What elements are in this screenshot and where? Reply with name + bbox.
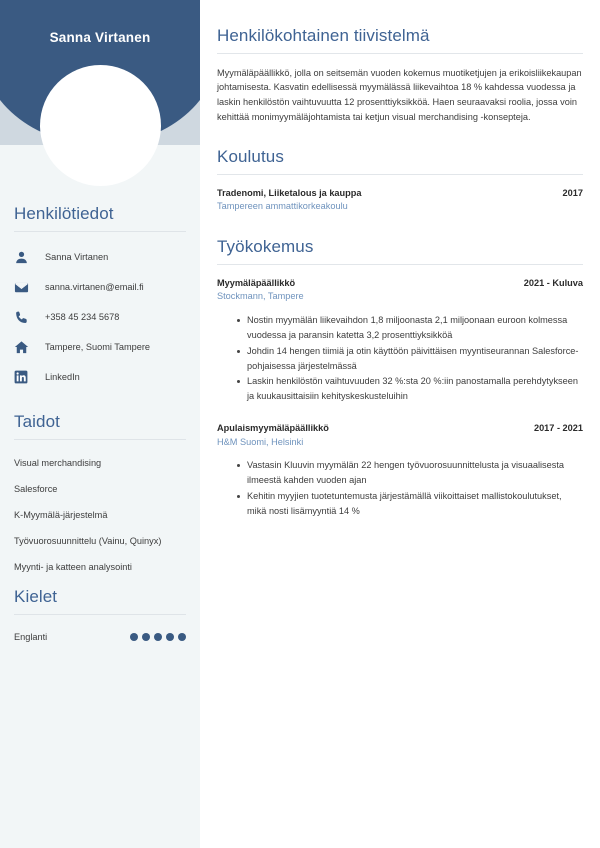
divider	[14, 439, 186, 440]
entry-header	[217, 422, 583, 434]
level-dot	[178, 633, 186, 641]
spacer	[217, 406, 583, 422]
list-item: Työvuorosuunnittelu (Vainu, Quinyx)	[14, 536, 162, 547]
entry-subtitle: H&M Suomi, Helsinki	[217, 436, 304, 447]
divider	[14, 231, 186, 232]
experience-entry	[217, 422, 583, 518]
entry-date: 2017 - 2021	[533, 423, 583, 434]
education-section	[217, 147, 583, 213]
entry-header	[217, 277, 583, 289]
list-item	[14, 626, 186, 642]
contact-value: Tampere, Suomi Tampere	[45, 341, 151, 352]
languages-heading: Kielet	[14, 587, 58, 606]
list-item: Myynti- ja katteen analysointi	[14, 562, 132, 573]
list-item: Visual merchandising	[14, 458, 102, 469]
summary-section	[217, 26, 583, 125]
list-item[interactable]	[14, 333, 186, 362]
main-content	[200, 0, 600, 848]
list-item: Laskin henkilöstön vaihtuvuuden 32 %:sta 20 %:iin panostamalla perehdytykseen ja kuukausittaisiin kehityskeskusteluihin	[237, 374, 583, 404]
skills-list	[14, 451, 186, 581]
education-heading: Koulutus	[217, 147, 284, 167]
list-item[interactable]	[14, 303, 186, 332]
spacer	[217, 125, 583, 147]
list-item[interactable]	[14, 363, 186, 392]
language-level-dots	[130, 633, 186, 641]
list-item: Kehitin myyjien tuotetuntemusta järjestämällä viikoittaiset mallistokoulutukset, mikä nosti lisämyyntiä 14 %	[237, 489, 583, 519]
linkedin-icon	[14, 368, 34, 386]
divider	[217, 264, 583, 265]
level-dot	[154, 633, 162, 641]
entry-title: Tradenomi, Liiketalous ja kauppa	[217, 187, 362, 198]
sidebar	[0, 0, 200, 848]
home-icon	[14, 338, 34, 356]
envelope-icon	[14, 278, 34, 296]
list-item: Salesforce	[14, 484, 58, 495]
entry-bullets	[217, 458, 583, 519]
contact-value: sanna.virtanen@email.fi	[45, 281, 144, 292]
person-icon	[14, 248, 34, 266]
list-item[interactable]	[14, 243, 186, 272]
entry-subtitle: Stockmann, Tampere	[217, 291, 304, 302]
list-item[interactable]	[14, 273, 186, 302]
contact-value: Sanna Virtanen	[45, 251, 109, 262]
language-name: Englanti	[14, 631, 48, 642]
languages-section	[14, 588, 186, 642]
list-item: K-Myymälä-järjestelmä	[14, 510, 108, 521]
personal-details-heading: Henkilötiedot	[14, 204, 114, 223]
spacer	[217, 215, 583, 237]
education-entry	[217, 187, 583, 214]
entry-date: 2017	[562, 187, 583, 198]
personal-details-section	[14, 205, 186, 393]
entry-bullets	[217, 313, 583, 404]
avatar	[40, 65, 161, 186]
contact-list	[14, 243, 186, 392]
list-item: Nostin myymälän liikevaihdon 1,8 miljoonasta 2,1 miljoonaan euroon kolmessa vuodessa ja paransin katetta 3,2 prosenttiyksikköä	[237, 313, 583, 343]
divider	[217, 174, 583, 175]
skills-heading: Taidot	[14, 412, 60, 431]
contact-value: LinkedIn	[45, 371, 80, 382]
experience-entry	[217, 277, 583, 404]
candidate-name: Sanna Virtanen	[49, 30, 151, 45]
summary-heading: Henkilökohtainen tiivistelmä	[217, 26, 430, 45]
level-dot	[166, 633, 174, 641]
experience-heading: Työkokemus	[217, 237, 314, 257]
entry-date: 2021 - Kuluva	[523, 278, 583, 289]
contact-value: +358 45 234 5678	[45, 311, 120, 322]
phone-icon	[14, 308, 34, 326]
entry-title: Apulaismyymäläpäällikkö	[217, 423, 329, 434]
entry-header	[217, 187, 583, 199]
level-dot	[142, 633, 150, 641]
experience-section	[217, 237, 583, 518]
level-dot	[130, 633, 138, 641]
entry-title: Myymäläpäällikkö	[217, 278, 296, 289]
divider	[217, 53, 583, 54]
entry-subtitle: Tampereen ammattikorkeakoulu	[217, 201, 348, 212]
skills-section	[14, 413, 186, 581]
list-item: Johdin 14 hengen tiimiä ja otin käyttöön päivittäisen myyntiseurannan Salesforce-pohjaisessa järjestelmässä	[237, 344, 583, 374]
list-item: Vastasin Kluuvin myymälän 22 hengen työvuorosuunnittelusta ja visuaalisesta ilmeestä kahden vuoden ajan	[237, 458, 583, 488]
summary-text: Myymäläpäällikkö, jolla on seitsemän vuoden kokemus muotiketjujen ja erikoisliikekaupan johtamisesta. Kasvatin edellisessä myymälässä liikevaihtoa 18 % kahdessa vuodessa ja laskin henkilöstön vaihtuvuutta 12 prosenttiyksikköä. Haen seuraavaksi roolia, jossa voin kehittää monimyymäläjohtamista tai ketjun visual merchandising -konsepteja.	[217, 67, 582, 123]
divider	[14, 614, 186, 615]
